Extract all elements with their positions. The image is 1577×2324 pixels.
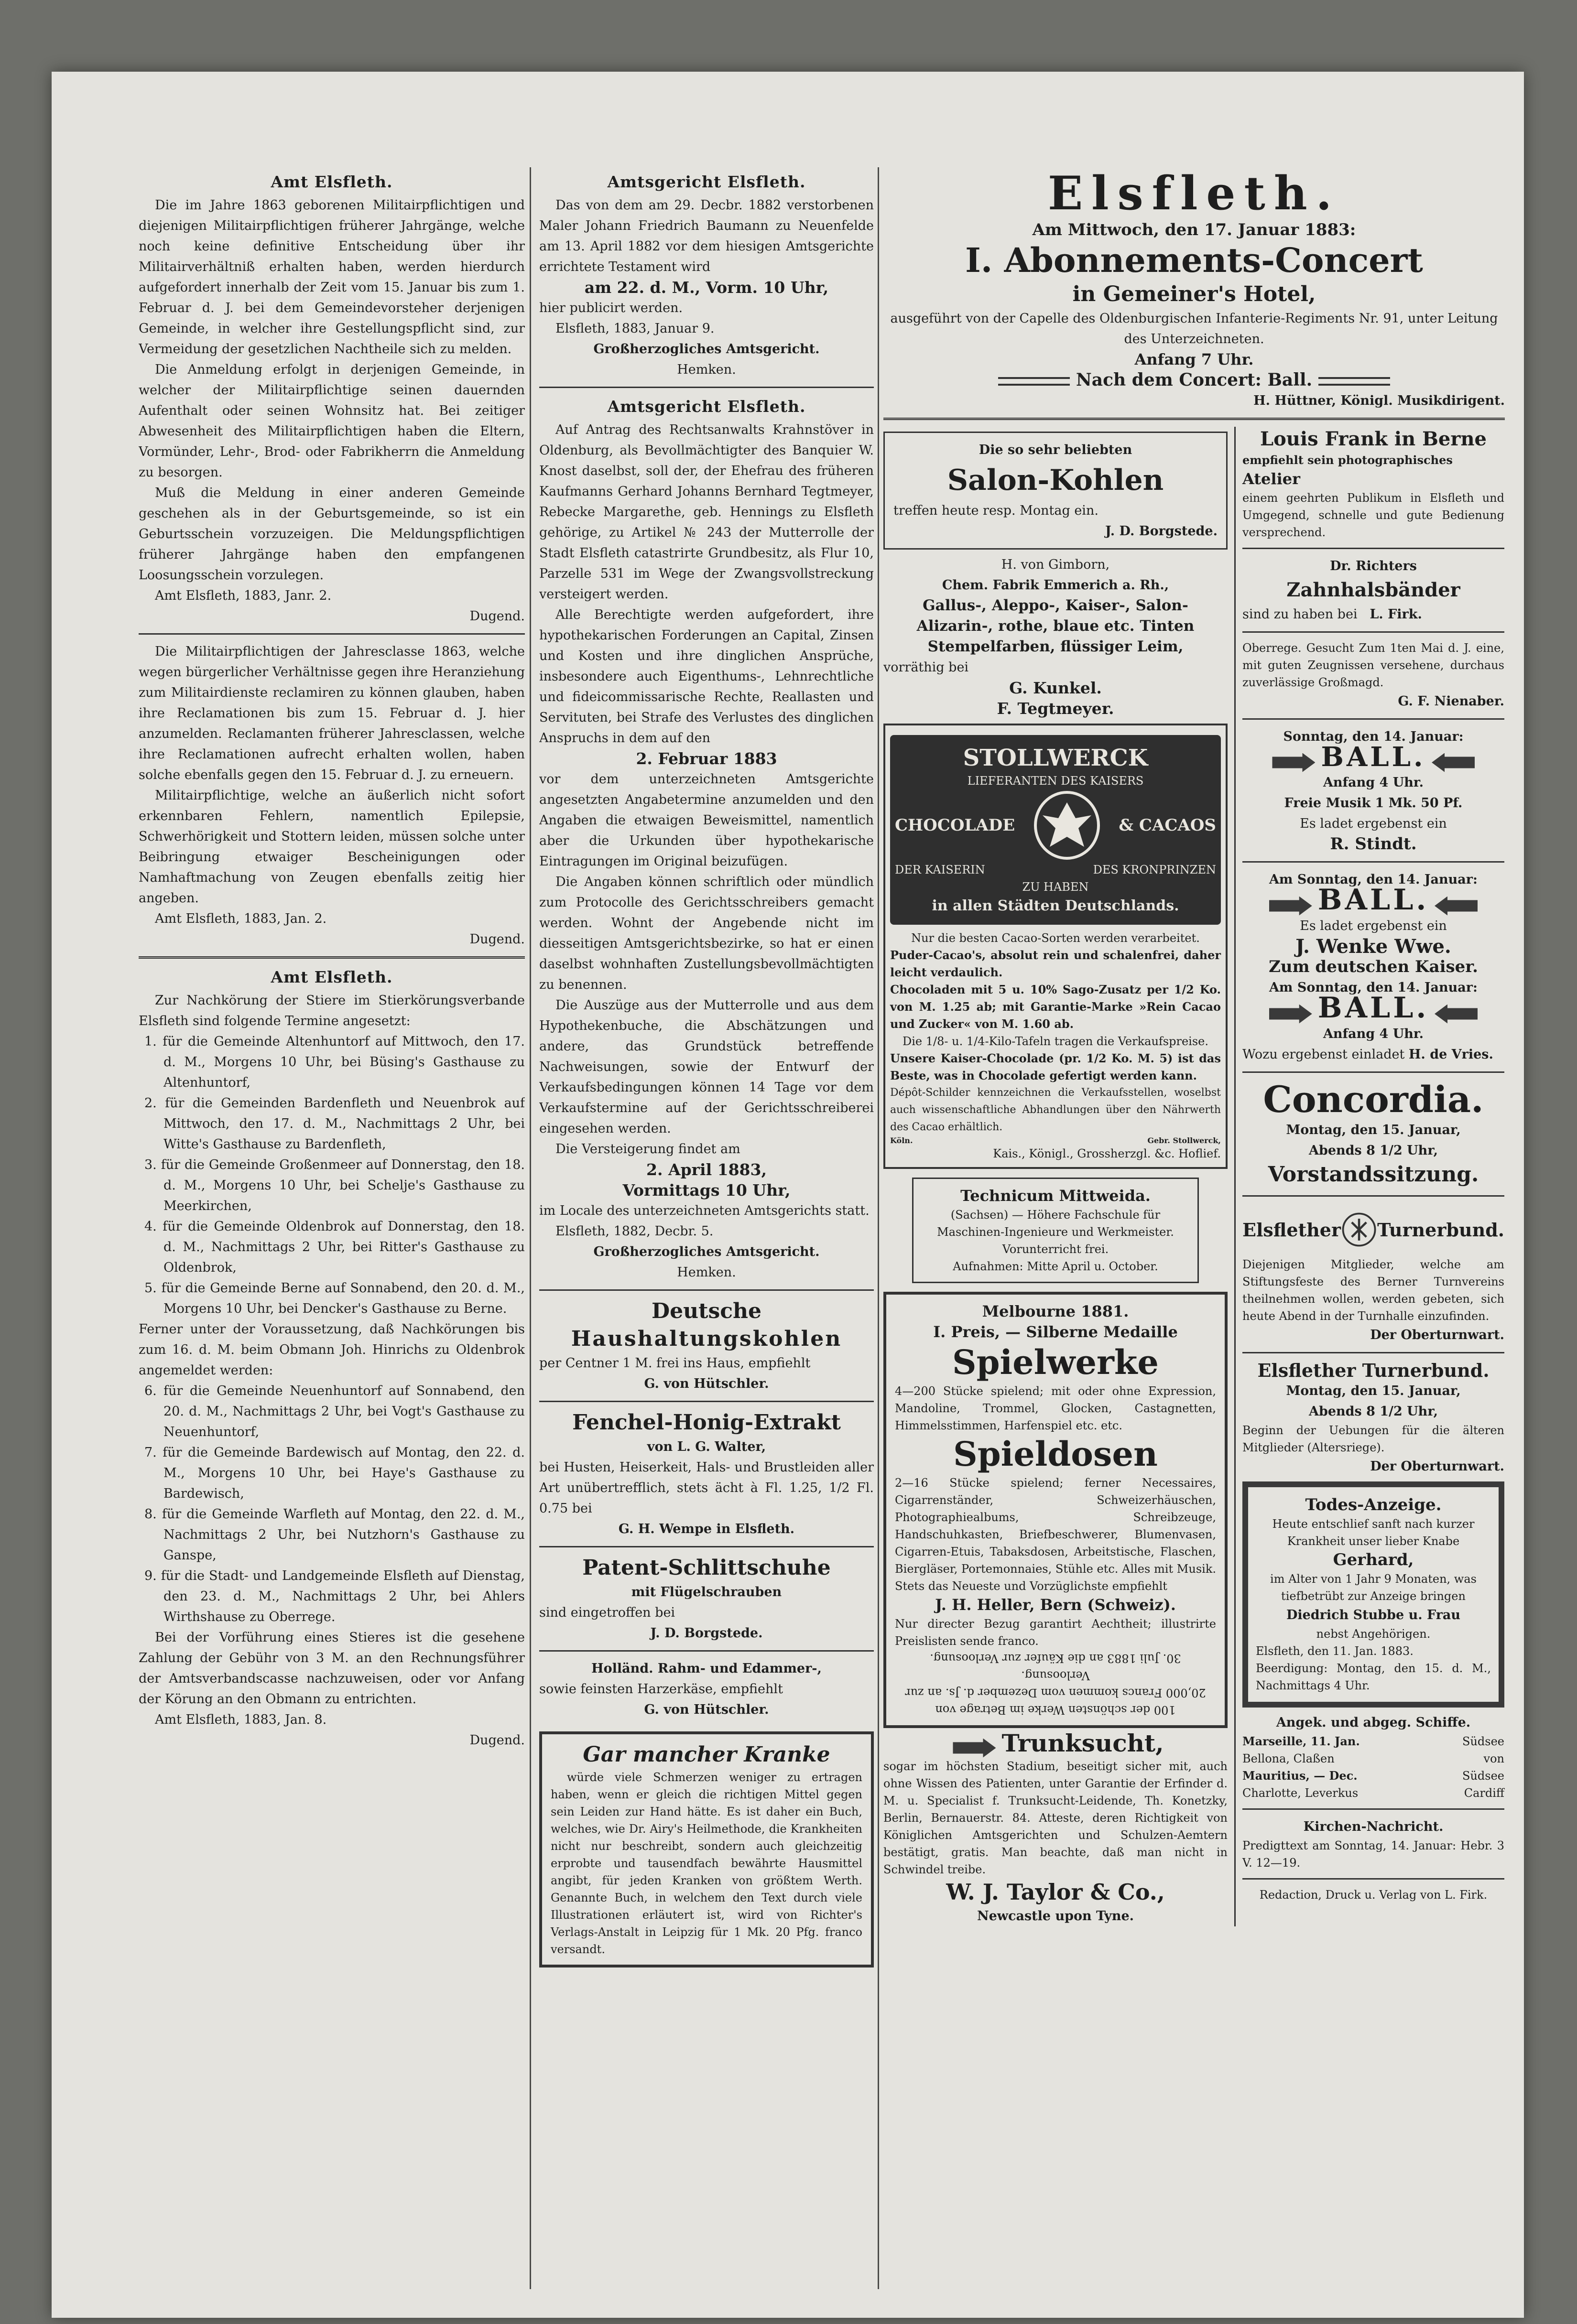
- ad-line: Stempelfarben, flüssiger Leim,: [927, 638, 1184, 655]
- divider: [539, 1401, 874, 1402]
- ad-line: Abends 8 1/2 Uhr,: [1309, 1404, 1438, 1419]
- column-3: [883, 167, 1505, 2308]
- brand-row: [895, 789, 1216, 861]
- ad-signature: W. J. Taylor & Co.,: [946, 1879, 1165, 1905]
- ad-line: [1242, 1044, 1504, 1065]
- notice-body: Die im Jahre 1863 geborenen Militairpflichtigen und diejenigen Militairpflichtigen früherer Jahrgänge, welche noch keine definitive Entscheidung über ihr Militairverhältniß erhalten haben, werden hierdurch aufgefordert innerhalb der Zeit vom 15. Januar bis zum 1. Februar d. J. bei dem Gemeindevorsteher derjenigen Gemeinde, in welcher ihre Gestellungspflicht sind, zur Vermeidung der gesetzlichen Nachtheile sich zu melden.: [139, 198, 525, 357]
- stollwerck-banner: [890, 735, 1221, 925]
- notice-body: Bei der Vorführung eines Stieres ist die gesehene Zahlung der Gebühr von 3 M. an den Rechnungsführer der Amtsverbandscasse nachzuweisen, oder vor Anfang der Körung an den Obmann zu entrichten.: [139, 1630, 525, 1707]
- ad-line: Montag, den 15. Januar,: [1286, 1384, 1461, 1398]
- divider: [539, 1289, 874, 1291]
- notice-body: Militairpflichtige, welche an äußerlich nicht sofort erkennbaren Fehlern, namentlich Epilepsie, Schwerhörigkeit und Stottern leiden, müssen solche unter Beibringung etwaiger Bescheinigungen oder Namhaftmachung von Zeugen ebenfalls zeitig hier angeben.: [139, 788, 525, 906]
- ad-signature: G. H. Wempe in Elsfleth.: [618, 1522, 795, 1536]
- list-item: 6. für die Gemeinde Neuenhuntorf auf Sonnabend, den 20. d. M., Nachmittags 2 Uhr, bei Vogt's Gasthause zu Neuenhuntorf,: [144, 1384, 525, 1439]
- ad-line: Sonntag, den 14. Januar:: [1283, 729, 1464, 744]
- ad-body: Nur die besten Cacao-Sorten werden verarbeitet.: [911, 931, 1200, 945]
- ad-title: Fenchel-Honig-Extrakt: [572, 1410, 841, 1435]
- ad-signature: G. von Hütschler.: [644, 1376, 769, 1391]
- ad-title: Zahnhalsbänder: [1286, 579, 1460, 601]
- notice-body: im Locale des unterzeichneten Amtsgerichts statt.: [539, 1203, 870, 1218]
- ad-stollwerck: [883, 724, 1228, 1169]
- notice-body: Die Auszüge aus der Mutterrolle und aus dem Hypothekenbuche, die Abschätzungen und andere, das Grundstück betreffende Nachweisungen, sowie der Entwurf der Verkaufsbedingungen können 14 Tage vor dem Verkaufstermine auf der Gerichtsschreiberei eingesehen werden.: [539, 998, 874, 1136]
- list-item: 3. für die Gemeinde Großenmeer auf Donnerstag, den 18. d. M., Morgens 10 Uhr, bei Schelje's Gasthause zu Meerkirchen,: [144, 1157, 525, 1213]
- ad-title-row: [1242, 1203, 1504, 1256]
- divider: [1242, 718, 1504, 720]
- notice-date: Amt Elsfleth, 1883, Janr. 2.: [155, 588, 332, 603]
- ad-body: per Centner 1 M. frei ins Haus, empfiehlt: [539, 1356, 811, 1371]
- ad-title-row: [1242, 883, 1504, 917]
- divider: [883, 418, 1505, 420]
- concert-ball-label: Nach dem Concert: Ball.: [1076, 370, 1313, 390]
- ad-title: Patent-Schlittschuhe: [582, 1556, 831, 1580]
- sub-column-right: [1236, 427, 1504, 1926]
- notice-title: Amt Elsfleth.: [271, 968, 393, 986]
- ad-line: Anfang 4 Uhr.: [1323, 775, 1424, 790]
- ad-body-text: sind zu haben bei: [1242, 607, 1358, 622]
- ad-subtitle: mit Flügelschrauben: [631, 1585, 782, 1600]
- concert-title: I. Abonnements-Concert: [965, 240, 1423, 280]
- ad-salon-kohlen: [883, 432, 1228, 550]
- pointing-hand-icon: [953, 1739, 996, 1758]
- ad-subtitle: von L. G. Walter,: [647, 1439, 766, 1454]
- ad-line: vorräthig bei: [883, 660, 969, 675]
- divider: [1242, 1878, 1504, 1880]
- concert-venue: in Gemeiner's Hotel,: [1072, 282, 1316, 306]
- concert-date: Am Mittwoch, den 17. Januar 1883:: [1032, 220, 1356, 239]
- concert-start: Anfang 7 Uhr.: [1134, 350, 1254, 368]
- section-body: Predigttext am Sonntag, 14. Januar: Hebr. 3 V. 12—19.: [1242, 1839, 1504, 1870]
- concert-desc: ausgeführt von der Capelle des Oldenburgischen Infanterie-Regiments Nr. 91, unter Leitung des Unterzeichneten.: [890, 311, 1498, 346]
- brand-right: & CACAOS: [1119, 816, 1216, 835]
- notice-signature: Dugend.: [469, 932, 525, 947]
- column-2: [539, 167, 874, 2308]
- pointing-hand-icon: [1435, 897, 1478, 916]
- brand-sub: DER KAISERIN: [895, 863, 985, 876]
- notice-body: Die Versteigerung findet am: [555, 1142, 740, 1157]
- ad-body: würde viele Schmerzen weniger zu ertragen haben, wenn er gleich die richtigen Mittel gegen sein Leiden zur Hand hätte. Es ist daher ein Buch, welches, wie Dr. Airy's Heilmethode, die Krankheiten nicht nur beschreibt, sondern auch gleichzeitig erprobte und tausendfach bewährte Hausmittel angibt, für jeden Kranken von größtem Werth. Genannte Buch, in welchem den Text durch viele Illustrationen erläutert ist, wird von Richter's Verlags-Anstalt in Leipzig für 1 Mk. 20 Pfg. franco versandt.: [551, 1771, 862, 1956]
- notice-body: Muß die Meldung in einer anderen Gemeinde geschehen als in der Geburtsgemeinde, so ist ein Geburtsschein vorzuzeigen. Die Meldungspflichtigen früherer Jahrgänge haben den empfangenen Loosungsschein vorzulegen.: [139, 486, 525, 583]
- ad-fenchel-honig: [539, 1409, 874, 1539]
- notice-title: Amt Elsfleth.: [271, 173, 393, 191]
- notice-date: Amt Elsfleth, 1883, Jan. 8.: [155, 1712, 327, 1727]
- ad-line: Es ladet ergebenst ein: [1300, 919, 1447, 933]
- ad-title-row: [883, 1729, 1228, 1758]
- list-item: 2. für die Gemeinden Bardenfleth und Neuenbrok auf Mittwoch, den 17. d. M., Nachmittags 2 Uhr, bei Witte's Gasthause zu Bardenfleth,: [144, 1096, 525, 1152]
- notice-body: vor dem unterzeichneten Amtsgerichte angesetzten Angabetermine anzumelden und den Angaben die etwaigen Beweismittel, namentlich aber die Urkunden über hypothekarische Eintragungen im Original beizufügen.: [539, 772, 874, 869]
- notice-body: Ferner unter der Voraussetzung, daß Nachkörungen bis zum 16. d. M. beim Obmann Joh. Hinrichs zu Oldenbrok angemeldet werden:: [139, 1322, 525, 1378]
- ad-body: Unsere Kaiser-Chocolade (pr. 1/2 Ko. M. 5) ist das Beste, was in Chocolade gefertigt werden kann.: [890, 1051, 1221, 1082]
- notice-body: Heute entschlief sanft nach kurzer Krankheit unser lieber Knabe: [1272, 1517, 1475, 1548]
- notice-signature-name: Hemken.: [677, 1265, 736, 1280]
- ad-line: Montag, den 15. Januar,: [1286, 1123, 1461, 1137]
- ad-signature: G. F. Nienaber.: [1398, 694, 1504, 709]
- notice-date-emphasis: 2. Februar 1883: [636, 749, 777, 768]
- ad-body: Die 1/8- u. 1/4-Kilo-Tafeln tragen die Verkaufspreise.: [903, 1035, 1208, 1048]
- table-cell: von: [1483, 1752, 1504, 1765]
- notice-signature: Großherzogliches Amtsgericht.: [593, 342, 820, 357]
- ad-body: einem geehrten Publikum in Elsfleth und Umgegend, schnelle und gute Bedienung versprechend.: [1242, 491, 1504, 539]
- ad-title: Louis Frank in Berne: [1260, 428, 1487, 450]
- ad-body: 20,000 Francs kommen vom Dezember d. Js. an zur Verloosung.: [905, 1669, 1206, 1699]
- divider: [139, 633, 525, 635]
- ad-body: [1242, 604, 1504, 625]
- notice-date: Elsfleth, 1883, Januar 9.: [555, 321, 715, 336]
- ad-body: Oberrege. Gesucht Zum 1ten Mai d. J. eine, mit guten Zeugnissen versehene, durchaus zuverlässige Großmagd.: [1242, 641, 1504, 689]
- ad-body: treffen heute resp. Montag ein.: [893, 503, 1098, 518]
- ad-body: sogar im höchsten Stadium, beseitigt sicher mit, auch ohne Wissen des Patienten, unter Garantie der Erfinder d. M. u. Specialist f. Trunksucht-Leidende, Th. Konetzky, Berlin, Bernauerstr. 84. Atteste, deren Richtigkeit von Königlichen Amtsgerichten und Schulzen-Aemtern bestätigt, gratis. Man beachte, daß man nicht in Schwindel treibe.: [883, 1760, 1228, 1876]
- ad-line: Am Sonntag, den 14. Januar:: [1269, 872, 1478, 887]
- concert-signature: H. Hüttner, Königl. Musikdirigent.: [1253, 393, 1505, 408]
- ad-haushaltungskohlen: [539, 1297, 874, 1394]
- schedule-list: [139, 1031, 525, 1319]
- ad-line: empfiehlt sein photographisches: [1242, 453, 1453, 467]
- ad-title: BALL.: [1321, 741, 1426, 773]
- ad-body: Diejenigen Mitglieder, welche am Stiftungsfeste des Berner Turnvereins theilnehmen wollen, werden gebeten, sich heute Abend in der Turnhalle einzufinden.: [1242, 1258, 1504, 1323]
- notice-body: Auf Antrag des Rechtsanwalts Krahnstöver in Oldenburg, als Bevollmächtigter des Banquier W. Knost daselbst, soll der, der Ehefrau des früheren Kaufmanns Gerhard Johanns Bernhard Tegtmeyer, Rebecke Margarethe, geb. Hennings zu Elsfleth gehörige, zu Artikel № 243 der Mutterrolle der Stadt Elsfleth catastrirte Grundbesitz, als Flur 10, Parzelle 531 im Wege der Zwangsvollstreckung versteigert werden.: [539, 422, 874, 602]
- divider: [1242, 1195, 1504, 1197]
- ad-signature: J. D. Borgstede.: [1105, 524, 1218, 539]
- ad-title: BALL.: [1317, 883, 1429, 917]
- notice-signature: Großherzogliches Amtsgericht.: [593, 1244, 820, 1259]
- ad-body: Beginn der Uebungen für die älteren Mitglieder (Altersriege).: [1242, 1424, 1504, 1454]
- ad-title: H. von Gimborn,: [1001, 557, 1110, 572]
- ad-body-text: Wozu ergebenst einladet: [1242, 1047, 1405, 1062]
- ad-line: Anfang 4 Uhr.: [1323, 1027, 1424, 1041]
- ad-kaese: [539, 1658, 874, 1720]
- town-title: Elsfleth.: [1047, 167, 1341, 220]
- divider: [1242, 631, 1504, 633]
- ad-line: Freie Musik 1 Mk. 50 Pf.: [1284, 796, 1463, 811]
- notice-body: im Alter von 1 Jahr 9 Monaten, was tiefbetrübt zur Anzeige bringen: [1270, 1572, 1477, 1603]
- notice-title: Amtsgericht Elsfleth.: [607, 397, 806, 416]
- notice-body: Die Anmeldung erfolgt in derjenigen Gemeinde, in welcher der Militairpflichtige seinen dauernden Aufenthalt oder seinen Wohnsitz hat. Bei zeitiger Abwesenheit des Militairpflichtigen haben die Eltern, Vormünder, Lehr-, Brod- oder Fabrikherrn die Anmeldung zu besorgen.: [139, 362, 525, 480]
- ad-signature: G. von Hütschler.: [644, 1702, 769, 1717]
- notice-body: Das von dem am 29. Decbr. 1882 verstorbenen Maler Johann Friedrich Baumann zu Neuenfelde am 13. April 1882 vor dem hiesigen Amtsgerichte errichtete Testament wird: [539, 198, 874, 274]
- list-item: 4. für die Gemeinde Oldenbrok auf Donnerstag, den 18. d. M., Nachmittags 2 Uhr, bei Ritter's Gasthause zu Oldenbrok,: [144, 1219, 525, 1275]
- section-title: Angek. und abgeg. Schiffe.: [1276, 1715, 1471, 1730]
- ad-title: Trunksucht,: [1001, 1729, 1164, 1757]
- ad-signature: H. de Vries.: [1408, 1047, 1493, 1062]
- ad-title: Turnerbund.: [1377, 1219, 1504, 1241]
- ad-body: 2—16 Stücke spielend; ferner Necessaires, Cigarrenständer, Schweizerhäuschen, Photographiealbums, Schreibzeuge, Handschuhkasten, Briefbeschwerer, Blumenvasen, Cigarren-Etuis, Tabaksdosen, Arbeitstische, Flaschen, Biergläser, Portemonnaies, Stühle etc. Alles mit Musik. Stets das Neueste und Vorzüglichste empfiehlt: [895, 1476, 1216, 1593]
- ad-title: Salon-Kohlen: [947, 464, 1164, 497]
- column-1: [139, 167, 525, 2308]
- list-item: 1. für die Gemeinde Altenhuntorf auf Mittwoch, den 17. d. M., Morgens 10 Uhr, bei Büsing's Gasthause zu Altenhuntorf,: [144, 1034, 525, 1090]
- ad-body: 4—200 Stücke spielend; mit oder ohne Expression, Mandoline, Trommel, Glocken, Castagnetten, Himmelsstimmen, Harfenspiel etc. etc.: [895, 1384, 1216, 1432]
- brand-sub: in allen Städten Deutschlands.: [932, 897, 1179, 914]
- brand-row: [895, 861, 1216, 878]
- table-cell: Marseille, 11. Jan.: [1242, 1734, 1360, 1748]
- brand-left: CHOCOLADE: [895, 816, 1015, 835]
- ad-split-row: [883, 427, 1505, 1926]
- notice-date: Elsfleth, 1882, Decbr. 5.: [555, 1224, 714, 1239]
- ad-signature: Der Oberturnwart.: [1370, 1459, 1504, 1474]
- divider: [1242, 548, 1504, 549]
- ad-heilmethode: [539, 1731, 874, 1967]
- eagle-crest-icon: [1029, 789, 1105, 861]
- ad-title: Gar mancher Kranke: [583, 1742, 830, 1767]
- ad-title: Deutsche: [651, 1299, 761, 1323]
- ad-title: BALL.: [1317, 991, 1429, 1025]
- ad-line: Atelier: [1242, 470, 1300, 488]
- schedule-list: [139, 1381, 525, 1627]
- ad-body: sowie feinsten Harzerkäse, empfiehlt: [539, 1682, 783, 1697]
- pointing-hand-icon: [1272, 753, 1315, 772]
- ad-title-row: [1242, 741, 1504, 773]
- divider: [1242, 1071, 1504, 1073]
- ad-line: Gallus-, Aleppo-, Kaiser-, Salon-: [923, 597, 1188, 614]
- ad-body: Chocoladen mit 5 u. 10% Sago-Zusatz per 1/2 Ko. von M. 1.25 ab; mit Garantie-Marke »Rein Cacao und Zucker« von M. 1.60 ab.: [890, 983, 1221, 1031]
- ad-title-row: [1242, 991, 1504, 1025]
- ad-ball-kaiser: [1242, 957, 1504, 1065]
- divider: [1242, 1808, 1504, 1810]
- ad-signature-row: [890, 1136, 1221, 1145]
- list-item: 9. für die Stadt- und Landgemeinde Elsfleth auf Dienstag, den 23. d. M., Nachmittags 2 Uhr, bei Ahlers Wirthshause zu Oberrege.: [144, 1568, 525, 1624]
- table-row: [1242, 1733, 1504, 1750]
- ad-title: Elsflether: [1242, 1219, 1341, 1241]
- ad-city: Köln.: [890, 1136, 913, 1145]
- ad-louis-frank: [1242, 427, 1504, 541]
- ad-signature: Der Oberturnwart.: [1370, 1328, 1504, 1342]
- list-item: 7. für die Gemeinde Bardewisch auf Montag, den 22. d. M., Morgens 10 Uhr, bei Haye's Gasthause zu Bardewisch,: [144, 1445, 525, 1501]
- table-cell: Charlotte, Leverkus: [1242, 1786, 1359, 1800]
- ad-signature: Kais., Königl., Grossherzgl. &c. Hoflief.: [993, 1147, 1221, 1160]
- brand-sub: ZU HABEN: [1022, 880, 1089, 894]
- turner-emblem-icon: [1341, 1203, 1377, 1256]
- ad-line: Dr. Richters: [1330, 559, 1417, 573]
- notice-date-emphasis: Vormittags 10 Uhr,: [622, 1181, 791, 1200]
- ad-line: Vorstandssitzung.: [1268, 1162, 1479, 1187]
- notice-title: Amtsgericht Elsfleth.: [607, 173, 806, 191]
- concert-ball: [883, 370, 1505, 390]
- ad-ball-stindt: [1242, 726, 1504, 854]
- ad-line: I. Preis, — Silberne Medaille: [933, 1323, 1178, 1341]
- notice-body: Alle Berechtigte werden aufgefordert, ihre hypothekarischen Forderungen an Capital, Zinsen und Kosten und ihre dinglichen Ansprüche, insbesondere auch Eigenthums-, Lehnrechtliche und fideicommissarische Rechte, Reallasten und Servituten, bei Strafe des Verlustes des dinglichen Anspruchs in dem auf den: [539, 607, 874, 746]
- pointing-hand-icon: [1269, 897, 1312, 916]
- section-title: Kirchen-Nachricht.: [1303, 1819, 1444, 1834]
- ad-line: Chem. Fabrik Emmerich a. Rh.,: [942, 578, 1169, 593]
- pointing-hand-icon: [1432, 753, 1475, 772]
- notice-body: Beerdigung: Montag, den 15. d. M., Nachmittags 4 Uhr.: [1256, 1662, 1491, 1692]
- notice-date-emphasis: 2. April 1883,: [646, 1160, 767, 1179]
- divider: [139, 956, 525, 959]
- column-rule: [878, 167, 879, 2289]
- ad-ball-wenke: [1242, 869, 1504, 957]
- divider: [1242, 1352, 1504, 1353]
- ad-signature: R. Stindt.: [1330, 834, 1417, 854]
- pointing-hand-icon: [1435, 1005, 1478, 1024]
- ad-signature: J. D. Borgstede.: [650, 1626, 763, 1641]
- ad-title: Spielwerke: [952, 1342, 1159, 1382]
- ad-signature: F. Tegtmeyer.: [997, 699, 1114, 718]
- divider: [539, 1650, 874, 1652]
- divider: [539, 387, 874, 388]
- ad-line: Abends 8 1/2 Uhr,: [1309, 1143, 1438, 1158]
- brand-sub: DES KRONPRINZEN: [1093, 863, 1216, 876]
- notice-date: Elsfleth, den 11. Jan. 1883.: [1256, 1644, 1414, 1658]
- inverted-text: [895, 1650, 1216, 1719]
- column-rule: [530, 167, 531, 2289]
- ad-subtitle: Die so sehr beliebten: [979, 443, 1132, 457]
- death-notice: [1242, 1481, 1504, 1708]
- ad-title: Concordia.: [1263, 1078, 1484, 1121]
- ad-trunksucht: [883, 1729, 1228, 1926]
- brand-sub: LIEFERANTEN DES KAISERS: [967, 774, 1144, 788]
- ad-title: Haushaltungskohlen: [571, 1327, 842, 1351]
- notice-signature: nebst Angehörigen.: [1316, 1627, 1431, 1641]
- notice-body: Die Angaben können schriftlich oder mündlich zum Protocolle des Gerichtsschreibers gemacht werden. Wohnt der Angebende nicht im diesseitigen Amtsgerichtsbezirke, so hat er einen daselbst wohnhaften Zustellungsbevollmächtigten zu benennen.: [539, 875, 874, 992]
- ad-technikum: [912, 1178, 1199, 1283]
- ad-body: (Sachsen) — Höhere Fachschule für Maschinen-Ingenieure und Werkmeister. Vorunterricht frei.: [937, 1208, 1174, 1256]
- table-cell: Südsee: [1462, 1735, 1504, 1748]
- ad-grossmagd: [1242, 639, 1504, 712]
- ad-gimborn: [883, 554, 1228, 719]
- brand-name: STOLLWERCK: [963, 745, 1148, 771]
- ad-line: Es ladet ergebenst ein: [1300, 816, 1447, 831]
- ad-line: Melbourne 1881.: [982, 1302, 1129, 1320]
- ad-body: Puder-Cacao's, absolut rein und schalenfrei, daher leicht verdaulich.: [890, 948, 1221, 979]
- ornament: [998, 377, 1070, 386]
- table-cell: Mauritius, — Dec.: [1242, 1769, 1358, 1783]
- list-item: 8. für die Gemeinde Warfleth auf Montag, den 22. d. M., Nachmittags 2 Uhr, bei Nutzhorn's Gasthause zu Ganspe,: [144, 1507, 525, 1563]
- sub-column-left: [883, 427, 1236, 1926]
- ad-body: sind eingetroffen bei: [539, 1605, 675, 1620]
- ad-line: Am Sonntag, den 14. Januar:: [1269, 980, 1478, 995]
- notice-body: Die Militairpflichtigen der Jahresclasse 1863, welche wegen bürgerlicher Verhältnisse gegen ihre Heranziehung zum Militairdienste reclamiren zu können glauben, haben ihre Reclamationen bis zum 15. Februar d. J. hier anzumelden. Reclamanten früherer Jahresclassen, welche ihre Reclamationen aufrecht erhalten wollen, haben solche ebenfalls gegen den 15. Februar d. J. zu erneuern.: [139, 644, 525, 782]
- notice-body: hier publicirt werden.: [539, 301, 683, 315]
- notice-signature: Dugend.: [469, 1733, 525, 1748]
- ad-signature: Gebr. Stollwerck,: [1147, 1136, 1221, 1145]
- ad-concordia: [1242, 1080, 1504, 1189]
- notice-signature: Diedrich Stubbe u. Frau: [1286, 1608, 1461, 1622]
- table-cell: Bellona, Claßen: [1242, 1752, 1335, 1765]
- ad-body: 100 der schönsten Werke im Betrage von: [935, 1703, 1176, 1717]
- ad-signature: G. Kunkel.: [1009, 679, 1102, 697]
- list-item: 5. für die Gemeinde Berne auf Sonnabend, den 20. d. M., Morgens 10 Uhr, bei Dencker's Gasthause zu Berne.: [144, 1281, 525, 1316]
- ad-spielwerke: [883, 1292, 1228, 1728]
- ad-signature: J. Wenke Wwe.: [1295, 935, 1451, 958]
- ornament: [1318, 377, 1390, 386]
- ad-concert: [883, 167, 1505, 411]
- notice-title: Todes-Anzeige.: [1305, 1495, 1442, 1514]
- notice-body: Zur Nachkörung der Stiere im Stierkörungsverbande Elsfleth sind folgende Termine angesetzt:: [139, 993, 525, 1028]
- ad-line: Alizarin-, rothe, blaue etc. Tinten: [916, 617, 1195, 635]
- notice-signature-name: Hemken.: [677, 362, 736, 377]
- pointing-hand-icon: [1269, 1005, 1312, 1024]
- ad-body: Nur directer Bezug garantirt Aechtheit; illustrirte Preislisten sende franco.: [895, 1617, 1216, 1648]
- ad-zahnhalsbaender: [1242, 556, 1504, 625]
- ad-body: bei Husten, Heiserkeit, Hals- und Brustleiden aller Art unübertrefflich, stets ächt à Fl. 1.25, 1/2 Fl. 0.75 bei: [539, 1460, 874, 1516]
- table-row: [1242, 1750, 1504, 1767]
- ad-line: Zum deutschen Kaiser.: [1269, 957, 1478, 976]
- ad-patent-schlittschuhe: [539, 1554, 874, 1643]
- notice-name: Gerhard,: [1333, 1550, 1414, 1569]
- ad-turnerbund-1: [1242, 1203, 1504, 1345]
- table-row: [1242, 1784, 1504, 1802]
- ad-title: Technicum Mittweida.: [960, 1187, 1151, 1205]
- ad-body: 30. Juli 1883 an die Käufer zur Verloosung.: [930, 1652, 1181, 1665]
- table-row: [1242, 1767, 1504, 1784]
- ad-signature: J. H. Heller, Bern (Schweiz).: [935, 1596, 1176, 1614]
- notice-signature: Dugend.: [469, 609, 525, 624]
- ad-body: Aufnahmen: Mitte April u. October.: [953, 1260, 1158, 1273]
- ad-body: Dépôt-Schilder kennzeichnen die Verkaufsstellen, woselbst auch wissenschaftliche Abhandlungen über den Nährwerth des Cacao erhältlich.: [890, 1087, 1221, 1133]
- ad-signature: L. Firk.: [1370, 607, 1422, 622]
- ad-title: Elsflether Turnerbund.: [1257, 1360, 1490, 1381]
- ad-turnerbund-2: [1242, 1360, 1504, 1477]
- divider: [539, 1546, 874, 1547]
- ad-signature: Newcastle upon Tyne.: [977, 1909, 1134, 1924]
- table-cell: Cardiff: [1464, 1786, 1504, 1800]
- church-news: [1242, 1816, 1504, 1871]
- imprint: Redaction, Druck u. Verlag von L. Firk.: [1259, 1888, 1488, 1902]
- ad-title: Holländ. Rahm- und Edammer-,: [591, 1661, 822, 1676]
- shipping-news: [1242, 1712, 1504, 1802]
- divider: [1242, 861, 1504, 863]
- notice-date: Amt Elsfleth, 1883, Jan. 2.: [155, 911, 327, 926]
- newspaper-page: [52, 72, 1524, 2318]
- ad-title: Spieldosen: [953, 1434, 1158, 1474]
- table-cell: Südsee: [1462, 1769, 1504, 1783]
- notice-date-emphasis: am 22. d. M., Vorm. 10 Uhr,: [584, 278, 829, 297]
